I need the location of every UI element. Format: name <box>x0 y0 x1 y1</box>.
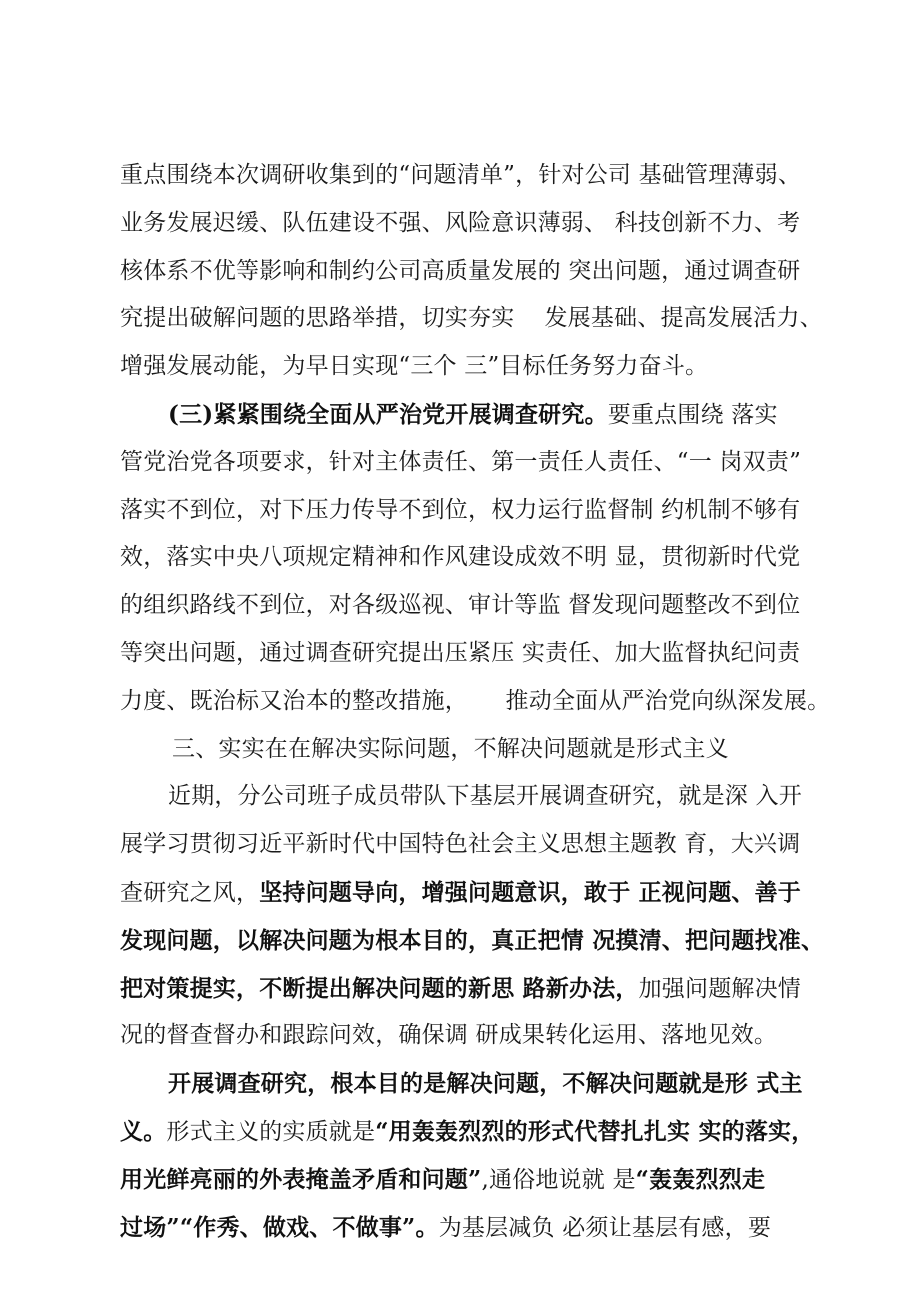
bold-text-segment: 发现问题，以解决问题为根本目的，真正把情 况摸清、把问题找准、 <box>120 926 825 954</box>
bold-text-segment: “用轰轰烈烈的形式代替扎扎实 实的落实， <box>375 1117 815 1145</box>
text-segment: 管党治党各项要求，针对主体责任、第一责任人责任、“一 岗双责” <box>120 448 802 475</box>
text-segment: 况的督查督办和跟踪问效，确保调 研成果转化运用、落地见效。 <box>120 1022 778 1049</box>
bold-text-segment: 用光鲜亮丽的外表掩盖矛盾和问题” <box>120 1165 482 1193</box>
text-line <box>120 343 810 391</box>
text-segment: 落实不到位，对下压力传导不到位，权力运行监督制 约机制不够有 <box>120 496 801 523</box>
text-line <box>120 821 810 869</box>
text-line <box>120 391 810 439</box>
text-line <box>120 1108 815 1156</box>
text-segment: 增强发展动能，为早日实现“三个 三”目标任务努力奋斗。 <box>120 353 709 380</box>
text-line <box>120 630 810 678</box>
bold-text-segment: 坚持问题导向，增强问题意识，敢于 正视问题、善于 <box>259 878 802 906</box>
text-segment: 形式主义的实质就是 <box>166 1118 376 1145</box>
text-line <box>120 869 810 917</box>
text-segment: 的组织路线不到位，对各级巡视、审计等监 督发现问题整改不到位 <box>120 592 801 619</box>
section-heading <box>120 726 810 774</box>
text-line <box>120 678 831 726</box>
text-line <box>120 439 810 487</box>
bold-text-segment: 把对策提实，不断提出解决问题的新思 路新办法， <box>120 974 639 1002</box>
text-segment: 要重点围绕 落实 <box>607 401 778 428</box>
text-line <box>120 965 810 1013</box>
text-line <box>120 1012 810 1060</box>
text-line <box>120 152 810 200</box>
text-line <box>120 295 823 343</box>
text-line <box>120 917 825 965</box>
text-segment: 三、实实在在解决实际问题，不解决问题就是形式主义 <box>172 735 729 762</box>
text-segment: 力度、既治标又治本的整改措施， 推动全面从严治党向纵深发展。 <box>120 687 831 714</box>
text-segment: 究提出破解问题的思路举措，切实夯实 发展基础、提高发展活力、 <box>120 305 823 332</box>
text-line <box>120 773 810 821</box>
text-segment: 近期，分公司班子成员带队下基层开展调查研究，就是深 入开 <box>168 783 802 810</box>
text-line <box>120 534 810 582</box>
text-segment: 业务发展迟缓、队伍建设不强、风险意识薄弱、 科技创新不力、考 <box>120 209 801 236</box>
bold-text-segment: 开展调查研究，根本目的是解决问题，不解决问题就是形 式主 <box>168 1070 803 1098</box>
text-segment: 为基层减负 必须让基层有感，要 <box>438 1214 772 1241</box>
text-line <box>120 582 810 630</box>
text-line <box>120 200 810 248</box>
text-segment: 加强问题解决情 <box>638 975 802 1002</box>
text-segment: 核体系不优等影响和制约公司高质量发展的 突出问题，通过调查研 <box>120 257 801 284</box>
text-line <box>120 1204 810 1252</box>
text-segment: ,通俗地说就 是 <box>481 1166 636 1193</box>
text-line <box>120 487 810 535</box>
text-segment: 效，落实中央八项规定精神和作风建设成效不明 显，贯彻新时代党 <box>120 544 801 571</box>
bold-text-segment: (三)紧紧围绕全面从严治党开展调查研究。 <box>168 400 608 428</box>
bold-text-segment: “轰轰烈烈走 <box>635 1165 766 1193</box>
text-segment: 查研究之风， <box>120 879 260 906</box>
bold-text-segment: 过场”“作秀、做戏、不做事”。 <box>120 1213 439 1241</box>
text-segment: 展学习贯彻习近平新时代中国特色社会主义思想主题教 育，大兴调 <box>120 831 801 858</box>
text-segment: 重点围绕本次调研收集到的“问题清单”，针对公司 基础管理薄弱、 <box>120 162 802 188</box>
bold-text-segment: 义。 <box>120 1117 167 1145</box>
text-line <box>120 248 810 296</box>
text-line <box>120 1156 810 1204</box>
text-segment: 等突出问题，通过调查研究提出压紧压 实责任、加大监督执纪问责 <box>120 639 801 666</box>
document-body <box>120 152 831 1251</box>
text-line <box>120 1060 810 1108</box>
